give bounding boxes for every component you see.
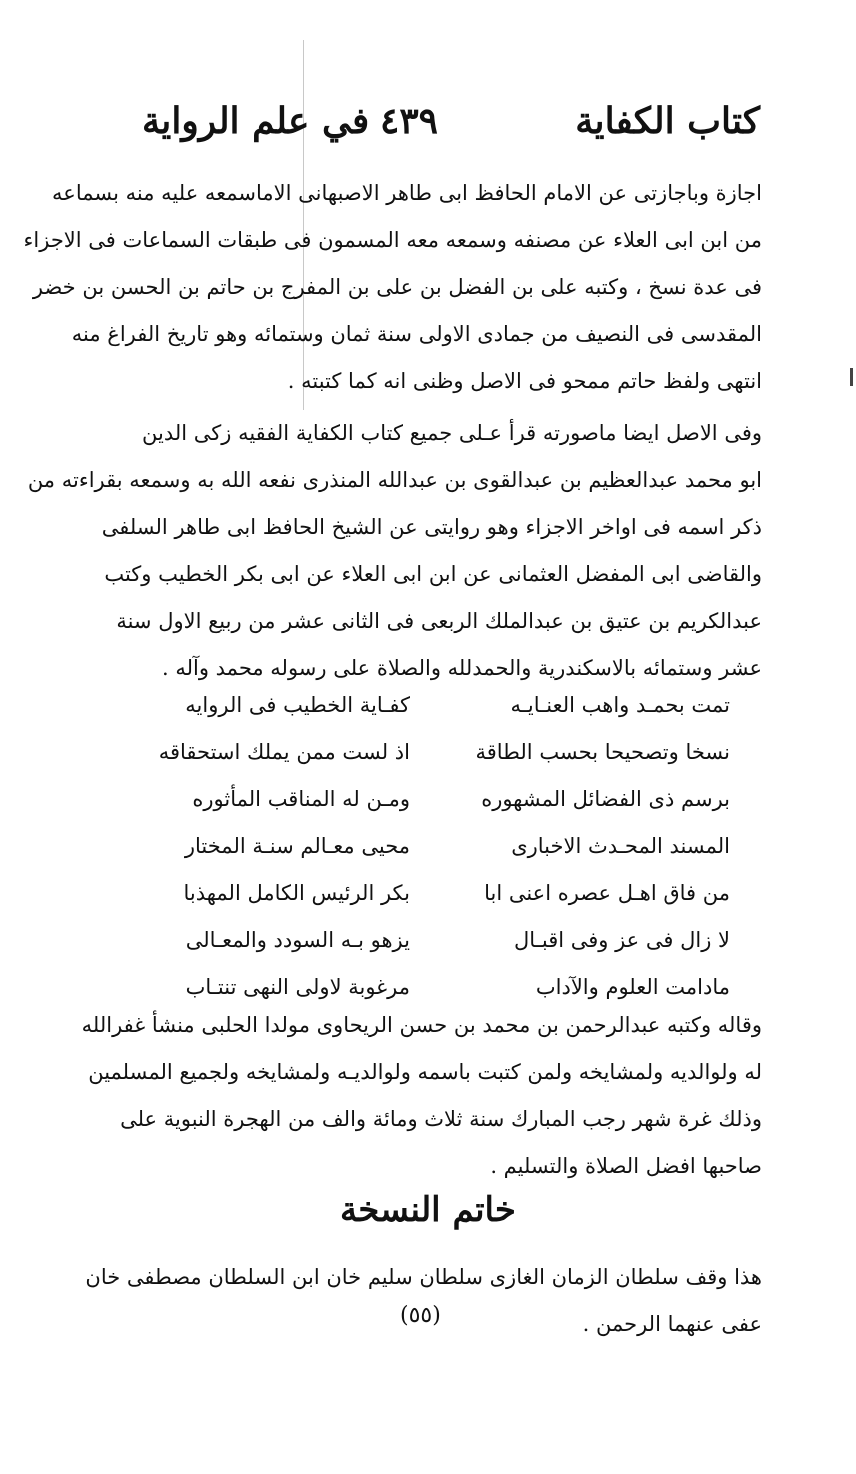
waqf-note: [85, 1254, 762, 1348]
hemistich-right: المسند المحـدث الاخبارى: [511, 834, 730, 858]
footnote-number: (٥٥): [400, 1303, 441, 1328]
poem-verse: [120, 776, 730, 823]
hemistich-left: ومـن له المناقب المأثوره: [192, 787, 410, 811]
hemistich-right: برسم ذى الفضائل المشهوره: [481, 787, 730, 811]
poem-verse: [120, 729, 730, 776]
text-line: اجازة وباجازتى عن الامام الحافظ ابى طاهر الاصبهانى الاماسمعه عليه منه بسماعه: [52, 181, 762, 205]
poem-verse: [120, 823, 730, 870]
page-number: ٤٣٩: [380, 100, 439, 142]
paragraph-3: [81, 1002, 762, 1190]
paragraph-2: [27, 410, 762, 692]
text-line: والقاضى ابى المفضل العثمانى عن ابن ابى العلاء عن ابى بكر الخطيب وكتب: [104, 562, 762, 586]
paragraph-1: [23, 170, 762, 405]
poem-verse: [120, 917, 730, 964]
poem: [120, 682, 730, 1011]
hemistich-right: نسخا وتصحيحا بحسب الطاقة: [475, 740, 730, 764]
poem-verse: [120, 870, 730, 917]
hemistich-left: بكر الرئيس الكامل المهذبا: [183, 881, 410, 905]
poem-verse: [120, 682, 730, 729]
page-header: [120, 100, 760, 160]
text-line: صاحبها افضل الصلاة والتسليم .: [490, 1154, 762, 1178]
text-line: عبدالكريم بن عتيق بن عبدالملك الربعى فى الثانى عشر من ربيع الاول سنة: [116, 609, 762, 633]
text-line: هذا وقف سلطان الزمان الغازى سلطان سليم خان ابن السلطان مصطفى خان: [85, 1265, 762, 1289]
text-line: انتهى ولفظ حاتم ممحو فى الاصل وظنى انه كما كتبته .: [287, 369, 762, 393]
text-line: عشر وستمائه بالاسكندرية والحمدلله والصلاة على رسوله محمد وآله .: [162, 656, 762, 680]
hemistich-right: من فاق اهـل عصره اعنى ابا: [484, 881, 730, 905]
edge-mark: [850, 368, 853, 386]
text-line: وفى الاصل ايضا ماصورته قرأ عـلى جميع كتاب الكفاية الفقيه زكى الدين: [141, 421, 762, 445]
text-line: عفى عنهما الرحمن .: [582, 1312, 762, 1336]
text-line: وذلك غرة شهر رجب المبارك سنة ثلاث ومائة والف من الهجرة النبوية على: [120, 1107, 762, 1131]
text-line: المقدسى فى النصيف من جمادى الاولى سنة ثمان وستمائه وهو تاريخ الفراغ منه: [71, 322, 762, 346]
hemistich-left: يزهو بـه السودد والمعـالى: [185, 928, 410, 952]
text-line: له ولوالديه ولمشايخه ولمن كتبت باسمه ولوالديـه ولمشايخه ولجميع المسلمين: [88, 1060, 762, 1084]
hemistich-left: مرغوبة لاولى النهى تنتـاب: [185, 975, 410, 999]
text-line: ابو محمد عبدالعظيم بن عبدالقوى بن عبدالله المنذرى نفعه الله به وسمعه بقراءته من: [27, 468, 762, 492]
text-line: من ابن ابى العلاء عن مصنفه وسمعه معه المسمون فى طبقات السماعات فى الاجزاء: [23, 228, 762, 252]
hemistich-left: كفـاية الخطيب فى الروايه: [185, 693, 410, 717]
text-line: فى عدة نسخ ، وكتبه على بن الفضل بن على بن المفرج بن حاتم بن الحسن بن خضر: [32, 275, 762, 299]
book-subtitle: في علم الرواية: [142, 100, 370, 142]
hemistich-left: محيى معـالم سنـة المختار: [184, 834, 410, 858]
text-line: ذكر اسمه فى اواخر الاجزاء وهو روايتى عن الشيخ الحافظ ابى طاهر السلفى: [101, 515, 762, 539]
text-line: وقاله وكتبه عبدالرحمن بن محمد بن حسن الريحاوى مولدا الحلبى منشأ غفرالله: [81, 1013, 762, 1037]
hemistich-right: مادامت العلوم والآداب: [535, 975, 730, 999]
book-title: كتاب الكفاية: [575, 100, 760, 142]
colophon-title: خاتم النسخة: [340, 1190, 516, 1230]
hemistich-right: لا زال فى عز وفى اقبـال: [514, 928, 730, 952]
hemistich-right: تمت بحمـد واهب العنـايـه: [510, 693, 730, 717]
hemistich-left: اذ لست ممن يملك استحقاقه: [158, 740, 410, 764]
